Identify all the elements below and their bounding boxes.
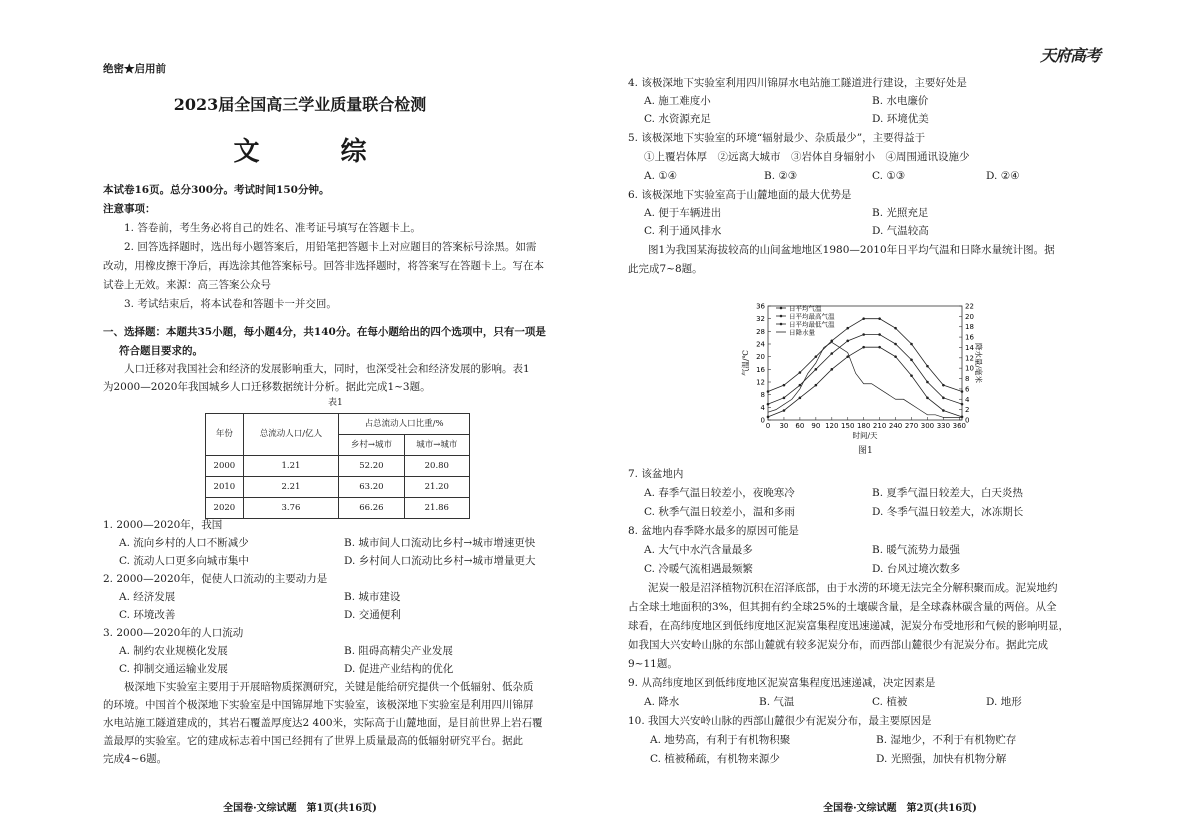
y-tick-label: 8	[760, 391, 765, 400]
y2-tick-label: 4	[965, 395, 970, 404]
series-point-0	[767, 390, 770, 393]
table-header-city-city: 城市→城市	[404, 435, 469, 456]
passage4-line5: 9~11题。	[628, 658, 678, 670]
table-row	[206, 456, 470, 477]
passage4-line3: 球看，在高纬度地区到低纬度地区泥炭富集程度迅速递减，泥炭分布受地形和气候的影响明显，	[628, 620, 1069, 632]
y-tick-label: 4	[760, 403, 765, 412]
y2-tick-label: 18	[965, 323, 974, 332]
table-header-year: 年份	[206, 414, 244, 456]
notes-heading: 注意事项：	[103, 203, 156, 215]
y-tick-label: 12	[756, 378, 765, 387]
y2-tick-label: 2	[965, 406, 970, 415]
table-row	[206, 498, 470, 519]
y-tick-label: 32	[756, 315, 765, 324]
series-point-1	[942, 397, 945, 400]
q5-option-c: C. ①③	[872, 170, 906, 182]
y2-tick-label: 0	[965, 416, 970, 425]
q5-option-d: D. ②④	[986, 170, 1020, 182]
y2-axis-label: 降水量/毫米	[974, 342, 983, 384]
series-point-2	[799, 397, 802, 400]
series-point-2	[894, 355, 897, 358]
question-4: 4. 该极深地下实验室利用四川锦屏水电站施工隧道进行建设，主要好处是	[628, 77, 967, 89]
series-point-1	[799, 384, 802, 387]
q7-option-a: A. 春季气温日较差小，夜晚寒冷	[644, 487, 795, 499]
legend-marker	[780, 307, 783, 310]
q6-option-c: C. 利于通风排水	[644, 225, 722, 237]
q3-option-b: B. 阻碍高精尖产业发展	[344, 645, 453, 657]
exam-title: 2023届全国高三学业质量联合检测	[173, 95, 427, 114]
series-point-1	[830, 352, 833, 355]
passage2-line3: 水电站施工隧道建成的，其岩石覆盖厚度达2 400米，实际高于山麓地面，是目前世界上岩石覆	[103, 717, 543, 729]
series-point-2	[878, 346, 881, 349]
series-point-2	[910, 374, 913, 377]
q10-option-b: B. 湿地少，不利于有机物贮存	[876, 734, 1017, 746]
page-footer-right: 全国卷·文综试题 第2页(共16页)	[823, 803, 977, 814]
table-cell: 2010	[206, 477, 244, 498]
q8-option-d: D. 台风过境次数多	[872, 563, 961, 575]
series-point-1	[878, 333, 881, 336]
y2-tick-label: 22	[965, 302, 974, 311]
question-5: 5. 该极深地下实验室的环境“辐射最少、杂质最少”，主要得益于	[628, 132, 926, 144]
q2-option-d: D. 交通便利	[344, 609, 401, 621]
table-cell: 66.26	[339, 498, 404, 519]
legend-marker	[780, 315, 783, 318]
table-header-share: 占总流动人口比重/%	[339, 414, 470, 435]
y2-tick-label: 8	[965, 375, 970, 384]
q10-option-c: C. 植被稀疏，有机物来源少	[650, 753, 780, 765]
series-point-0	[862, 317, 865, 320]
note-2: 2. 回答选择题时，选出每小题答案后，用铅笔把答题卡上对应题目的答案标号涂黑。如需	[124, 241, 537, 253]
q2-option-a: A. 经济发展	[119, 591, 176, 603]
passage4-line2: 占全球土地面积的3%，但其拥有约全球25%的土壤碳含量，是全球森林碳含量的两倍。从全	[628, 601, 1057, 613]
series-point-0	[910, 343, 913, 346]
series-point-2	[926, 397, 929, 400]
q4-option-a: A. 施工难度小	[644, 95, 711, 107]
series-point-0	[878, 317, 881, 320]
series-point-0	[830, 340, 833, 343]
y2-tick-label: 12	[965, 354, 974, 363]
q1-option-d: D. 乡村间人口流动比乡村→城市增量更大	[344, 555, 536, 567]
table-cell: 21.86	[404, 498, 469, 519]
series-point-1	[815, 368, 818, 371]
series-line-1	[768, 335, 962, 405]
series-point-2	[862, 346, 865, 349]
series-point-2	[942, 409, 945, 412]
series-point-0	[926, 365, 929, 368]
y-tick-label: 16	[756, 365, 765, 374]
series-point-2	[767, 416, 770, 419]
x-tick-label: 330	[936, 422, 951, 430]
passage1-line2: 为2000—2020年我国城乡人口迁移数据统计分析。据此完成1~3题。	[103, 381, 431, 393]
q9-option-d: D. 地形	[986, 696, 1022, 708]
table-header-rural-city: 乡村→城市	[339, 435, 404, 456]
x-tick-label: 150	[841, 422, 855, 430]
q8-option-a: A. 大气中水汽含量最多	[644, 544, 753, 556]
x-tick-label: 360	[952, 422, 967, 430]
q3-option-a: A. 制约农业规模化发展	[119, 645, 228, 657]
table-cell: 2.21	[243, 477, 338, 498]
series-point-1	[862, 333, 865, 336]
q3-option-c: C. 抑制交通运输业发展	[119, 663, 228, 675]
series-point-1	[961, 403, 964, 406]
question-1: 1. 2000—2020年，我国	[103, 519, 223, 531]
table-cell: 52.20	[339, 456, 404, 477]
question-7: 7. 该盆地内	[628, 468, 684, 480]
x-tick-label: 270	[904, 422, 919, 430]
series-point-0	[942, 384, 945, 387]
q7-option-c: C. 秋季气温日较差小，温和多雨	[644, 506, 795, 518]
series-point-0	[961, 390, 964, 393]
question-3: 3. 2000—2020年的人口流动	[103, 627, 244, 639]
q9-option-c: C. 植被	[872, 696, 908, 708]
temperature-precipitation-chart	[740, 296, 983, 444]
question-8: 8. 盆地内春季降水最多的原因可能是	[628, 525, 799, 537]
q1-option-c: C. 流动人口更多向城市集中	[119, 555, 249, 567]
q9-option-a: A. 降水	[644, 696, 680, 708]
series-point-1	[783, 397, 786, 400]
x-tick-label: 210	[872, 422, 887, 430]
question-2: 2. 2000—2020年，促使人口流动的主要动力是	[103, 573, 328, 585]
legend-marker	[780, 323, 783, 326]
page-footer-left: 全国卷·文综试题 第1页(共16页)	[223, 803, 377, 814]
series-point-1	[846, 340, 849, 343]
passage3-line1: 图1为我国某海拔较高的山间盆地地区1980—2010年日平均气温和日降水量统计图。据	[648, 244, 1055, 256]
q2-option-c: C. 环境改善	[119, 609, 176, 621]
question-6: 6. 该极深地下实验室高于山麓地面的最大优势是	[628, 189, 852, 201]
x-axis-label: 时间/天	[852, 431, 878, 440]
passage3-line2: 此完成7~8题。	[628, 263, 703, 275]
q7-option-d: D. 冬季气温日较差大，冰冻期长	[872, 506, 1024, 518]
legend-label: 日平均最低气温	[789, 320, 835, 329]
table-cell: 2000	[206, 456, 244, 477]
y2-tick-label: 6	[965, 385, 970, 394]
table-cell: 20.80	[404, 456, 469, 477]
exam-subject: 文 综	[233, 137, 403, 167]
passage2-line1: 极深地下实验室主要用于开展暗物质探测研究，关键是能给研究提供一个低辐射、低杂质	[124, 681, 534, 693]
x-tick-label: 180	[856, 422, 871, 430]
passage4-line1: 泥炭一般是沼泽植物沉积在沼泽底部，由于水涝的环境无法完全分解积聚而成。泥炭地约	[648, 582, 1058, 594]
series-point-2	[815, 384, 818, 387]
q6-option-d: D. 气温较高	[872, 225, 929, 237]
migration-table	[205, 413, 470, 519]
q8-option-c: C. 冷暖气流相遇最频繁	[644, 563, 753, 575]
x-tick-label: 0	[765, 422, 771, 430]
passage2-line2: 的环境。中国首个极深地下实验室是中国锦屏地下实验室，该极深地下实验室是利用四川锦屏	[103, 699, 534, 711]
figure-caption: 图1	[858, 446, 873, 456]
q1-option-b: B. 城市间人口流动比乡村→城市增速更快	[344, 537, 536, 549]
x-tick-label: 300	[920, 422, 935, 430]
y-tick-label: 20	[756, 353, 765, 362]
q4-option-c: C. 水资源充足	[644, 113, 711, 125]
series-point-2	[783, 409, 786, 412]
series-point-1	[767, 403, 770, 406]
series-point-1	[926, 381, 929, 384]
question-10: 10. 我国大兴安岭山脉的西部山麓很少有泥炭分布，最主要原因是	[628, 715, 932, 727]
confidential-label: 绝密★启用前	[103, 63, 166, 75]
legend-label: 日平均气温	[789, 304, 822, 313]
note-3: 3. 考试结束后，将本试卷和答题卡一并交回。	[124, 298, 337, 310]
y-axis-label: 气温/℃	[741, 350, 750, 376]
x-tick-label: 60	[795, 422, 805, 430]
x-tick-label: 120	[825, 422, 839, 430]
y2-tick-label: 14	[965, 343, 974, 352]
series-line-2	[768, 347, 962, 417]
q4-option-d: D. 环境优美	[872, 113, 929, 125]
series-line-3	[768, 342, 962, 417]
section-heading-cont: 符合题目要求的。	[119, 345, 203, 357]
table-cell: 63.20	[339, 477, 404, 498]
y2-tick-label: 16	[965, 333, 974, 342]
table-cell: 1.21	[243, 456, 338, 477]
x-tick-label: 30	[779, 422, 789, 430]
y-tick-label: 28	[756, 327, 765, 336]
series-point-0	[799, 371, 802, 374]
q1-option-a: A. 流向乡村的人口不断减少	[119, 537, 249, 549]
series-point-2	[830, 368, 833, 371]
note-2-cont: 改动，用橡皮擦干净后，再选涂其他答案标号。回答非选择题时，将答案写在答题卡上。写在本	[103, 260, 544, 272]
note-2-cont2: 试卷上无效。来源：高三答案公众号	[103, 279, 271, 291]
q10-option-a: A. 地势高，有利于有机物积聚	[650, 734, 791, 746]
series-point-1	[894, 343, 897, 346]
q5-statements: ①上覆岩体厚 ②远离大城市 ③岩体自身辐射小 ④周围通讯设施少	[644, 151, 970, 163]
q5-option-a: A. ①④	[644, 170, 678, 182]
q6-option-b: B. 光照充足	[872, 207, 929, 219]
q10-option-d: D. 光照强，加快有机物分解	[876, 753, 1007, 765]
legend-label: 日降水量	[789, 328, 815, 337]
series-point-0	[783, 384, 786, 387]
y2-tick-label: 10	[965, 364, 974, 373]
x-tick-label: 90	[811, 422, 821, 430]
passage4-line4: 如我国大兴安岭山脉的东部山麓就有较多泥炭分布，而西部山麓很少有泥炭分布。据此完成	[628, 639, 1048, 651]
series-point-1	[910, 359, 913, 362]
passage1-line1: 人口迁移对我国社会和经济的发展影响重大，同时，也深受社会和经济发展的影响。表1	[124, 363, 530, 375]
q6-option-a: A. 便于车辆进出	[644, 207, 722, 219]
q8-option-b: B. 暖气流势力最强	[872, 544, 960, 556]
section-heading: 一、选择题：本题共35小题，每小题4分，共140分。在每小题给出的四个选项中，只有一项是	[103, 326, 546, 338]
question-9: 9. 从高纬度地区到低纬度地区泥炭富集程度迅速递减，决定因素是	[628, 677, 936, 689]
table-cell: 21.20	[404, 477, 469, 498]
exam-info: 本试卷16页。总分300分。考试时间150分钟。	[103, 184, 330, 196]
note-1: 1. 答卷前，考生务必将自己的姓名、准考证号填写在答题卡上。	[124, 222, 421, 234]
series-point-0	[894, 327, 897, 330]
table-cell: 3.76	[243, 498, 338, 519]
q9-option-b: B. 气温	[759, 696, 795, 708]
y-tick-label: 36	[756, 302, 765, 311]
series-point-0	[815, 355, 818, 358]
passage2-line4: 盖最厚的实验室。它的建成标志着中国已经拥有了世界上质量最高的低辐射研究平台。据此	[103, 735, 523, 747]
legend-label: 日平均最高气温	[789, 312, 835, 321]
q7-option-b: B. 夏季气温日较差大，白天炎热	[872, 487, 1023, 499]
table-header-total: 总流动人口/亿人	[243, 414, 338, 456]
q3-option-d: D. 促进产业结构的优化	[344, 663, 454, 675]
table-row	[206, 477, 470, 498]
table-cell: 2020	[206, 498, 244, 519]
series-point-0	[846, 327, 849, 330]
table-caption: 表1	[328, 398, 343, 408]
x-tick-label: 240	[888, 422, 903, 430]
q2-option-b: B. 城市建设	[344, 591, 401, 603]
passage2-line5: 完成4~6题。	[103, 753, 168, 765]
y2-tick-label: 20	[965, 312, 974, 321]
q5-option-b: B. ②③	[764, 170, 798, 182]
y-tick-label: 0	[760, 416, 765, 425]
publisher-logo: 天府高考	[1039, 46, 1100, 65]
y-tick-label: 24	[756, 340, 765, 349]
q4-option-b: B. 水电廉价	[872, 95, 929, 107]
